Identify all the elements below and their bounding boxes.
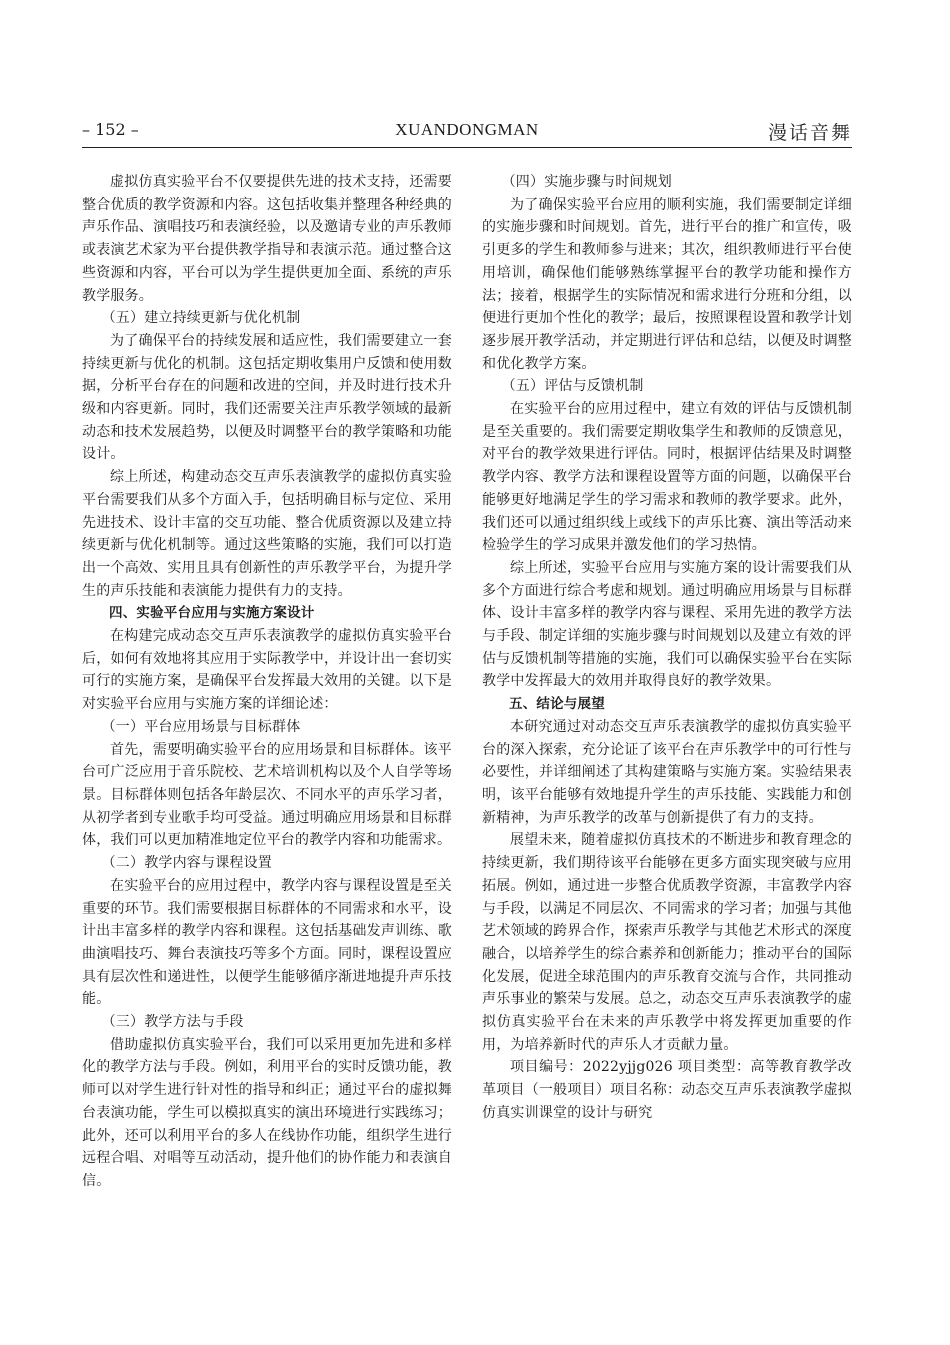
journal-title: XUANDONGMAN bbox=[395, 120, 539, 139]
right-column bbox=[482, 171, 852, 1125]
paragraph: 为了确保实验平台应用的顺利实施，我们需要制定详细的实施步骤和时间规划。首先，进行平台的推广和宣传，吸引更多的学生和教师参与进来；其次，组织教师进行平台使用培训，确保他们能够熟练掌握平台的教学功能和操作方法；接着，根据学生的实际情况和需求进行分班和分组，以便进行更加个性化的教学；最后，按照课程设置和教学计划逐步展开教学活动，并定期进行评估和总结，以便及时调整和优化教学方案。 bbox=[482, 196, 852, 372]
paragraph: 在实验平台的应用过程中，教学内容与课程设置是至关重要的环节。我们需要根据目标群体的不同需求和水平，设计出丰富多样的教学内容和课程。这包括基础发声训练、歌曲演唱技巧、舞台表演技巧等多个方面。同时，课程设置应具有层次性和递进性，以便学生能够循序渐进地提升声乐技能。 bbox=[82, 877, 452, 1008]
subsection-heading: （三）教学方法与手段 bbox=[101, 1014, 244, 1031]
paragraph: 展望未来，随着虚拟仿真技术的不断进步和教育理念的持续更新，我们期待该平台能够在更多方面实现突破与应用拓展。例如，通过进一步整合优质教学资源，丰富教学内容与手段，以满足不同层次、不同需求的学习者；加强与其他艺术领域的跨界合作，探索声乐教学与其他艺术形式的深度融合，以培养学生的综合素养和创新能力；推动平台的国际化发展，促进全球范围内的声乐教育交流与合作，共同推动声乐事业的繁荣与发展。总之，动态交互声乐表演教学的虚拟仿真实验平台在未来的声乐教学中将发挥更加重要的作用，为培养新时代的声乐人才贡献力量。 bbox=[482, 832, 852, 1053]
subsection-heading: （五）评估与反馈机制 bbox=[501, 378, 644, 395]
section-heading: 四、实验平台应用与实施方案设计 bbox=[109, 605, 315, 622]
journal-brand: 漫话音舞 bbox=[767, 122, 852, 144]
left-column bbox=[82, 171, 452, 1193]
paragraph: 借助虚拟仿真实验平台，我们可以采用更加先进和多样化的教学方法与手段。例如，利用平台的实时反馈功能，教师可以对学生进行针对性的指导和纠正；通过平台的虚拟舞台表演功能，学生可以模拟真实的演出环境进行实践练习；此外，还可以利用平台的多人在线协作功能，组织学生进行远程合唱、对唱等互动活动，提升他们的协作能力和表演自信。 bbox=[82, 1036, 452, 1189]
subsection-heading: （五）建立持续更新与优化机制 bbox=[101, 310, 301, 327]
page-number: – 152 – bbox=[82, 120, 139, 139]
paragraph: 综上所述，构建动态交互声乐表演教学的虚拟仿真实验平台需要我们从多个方面入手，包括明确目标与定位、采用先进技术、设计丰富的交互功能、整合优质资源以及建立持续更新与优化机制等。通过这些策略的实施，我们可以打造出一个高效、实用且具有创新性的声乐教学平台，为提升学生的声乐技能和表演能力提供有力的支持。 bbox=[82, 469, 452, 599]
paragraph: 在实验平台的应用过程中，建立有效的评估与反馈机制是至关重要的。我们需要定期收集学生和教师的反馈意见，对平台的教学效果进行评估。同时，根据评估结果及时调整教学内容、教学方法和课程设置等方面的问题，以确保平台能够更好地满足学生的学习需求和教师的教学要求。此外，我们还可以通过组织线上或线下的声乐比赛、演出等活动来检验学生的学习成果并激发他们的学习热情。 bbox=[482, 401, 852, 554]
header-rule bbox=[82, 147, 852, 148]
paragraph: 综上所述，实验平台应用与实施方案的设计需要我们从多个方面进行综合考虑和规划。通过明确应用场景与目标群体、设计丰富多样的教学内容与课程、采用先进的教学方法与手段、制定详细的实施步骤与时间规划以及建立有效的评估与反馈机制等措施的实施，我们可以确保实验平台在实际教学中发挥最大的效用并取得良好的教学效果。 bbox=[482, 559, 852, 690]
paragraph: 在构建完成动态交互声乐表演教学的虚拟仿真实验平台后，如何有效地将其应用于实际教学中，并设计出一套切实可行的实施方案，是确保平台发挥最大效用的关键。以下是对实验平台应用与实施方案的详细论述： bbox=[82, 628, 452, 713]
project-info: 项目编号：2022yjjg026 项目类型：高等教育教学改革项目（一般项目）项目名称：动态交互声乐表演教学虚拟仿真实训课堂的设计与研究 bbox=[482, 1059, 852, 1121]
subsection-heading: （四）实施步骤与时间规划 bbox=[501, 174, 672, 190]
paragraph: 为了确保平台的持续发展和适应性，我们需要建立一套持续更新与优化的机制。这包括定期收集用户反馈和使用数据，分析平台存在的问题和改进的空间，并及时进行技术升级和内容更新。同时，我们还需要关注声乐教学领域的最新动态和技术发展趋势，以便及时调整平台的教学策略和功能设计。 bbox=[82, 332, 452, 463]
paragraph: 虚拟仿真实验平台不仅要提供先进的技术支持，还需要整合优质的教学资源和内容。这包括收集并整理各种经典的声乐作品、演唱技巧和表演经验，以及邀请专业的声乐教师或表演艺术家为平台提供教学指导和表演示范。通过整合这些资源和内容，平台可以为学生提供更加全面、系统的声乐教学服务。 bbox=[82, 174, 452, 304]
subsection-heading: （一）平台应用场景与目标群体 bbox=[101, 718, 301, 735]
paragraph: 本研究通过对动态交互声乐表演教学的虚拟仿真实验平台的深入探索，充分论证了该平台在声乐教学中的可行性与必要性，并详细阐述了其构建策略与实施方案。实验结果表明，该平台能够有效地提升学生的声乐技能、实践能力和创新精神，为声乐教学的改革与创新提供了有力的支持。 bbox=[482, 718, 852, 826]
paragraph: 首先，需要明确实验平台的应用场景和目标群体。该平台可广泛应用于音乐院校、艺术培训机构以及个人自学等场景。目标群体则包括各年龄层次、不同水平的声乐学习者，从初学者到专业歌手均可受益。通过明确应用场景和目标群体，我们可以更加精准地定位平台的教学内容和功能需求。 bbox=[82, 741, 452, 849]
section-heading: 五、结论与展望 bbox=[509, 696, 605, 713]
page-header bbox=[82, 118, 852, 148]
subsection-heading: （二）教学内容与课程设置 bbox=[101, 855, 272, 872]
